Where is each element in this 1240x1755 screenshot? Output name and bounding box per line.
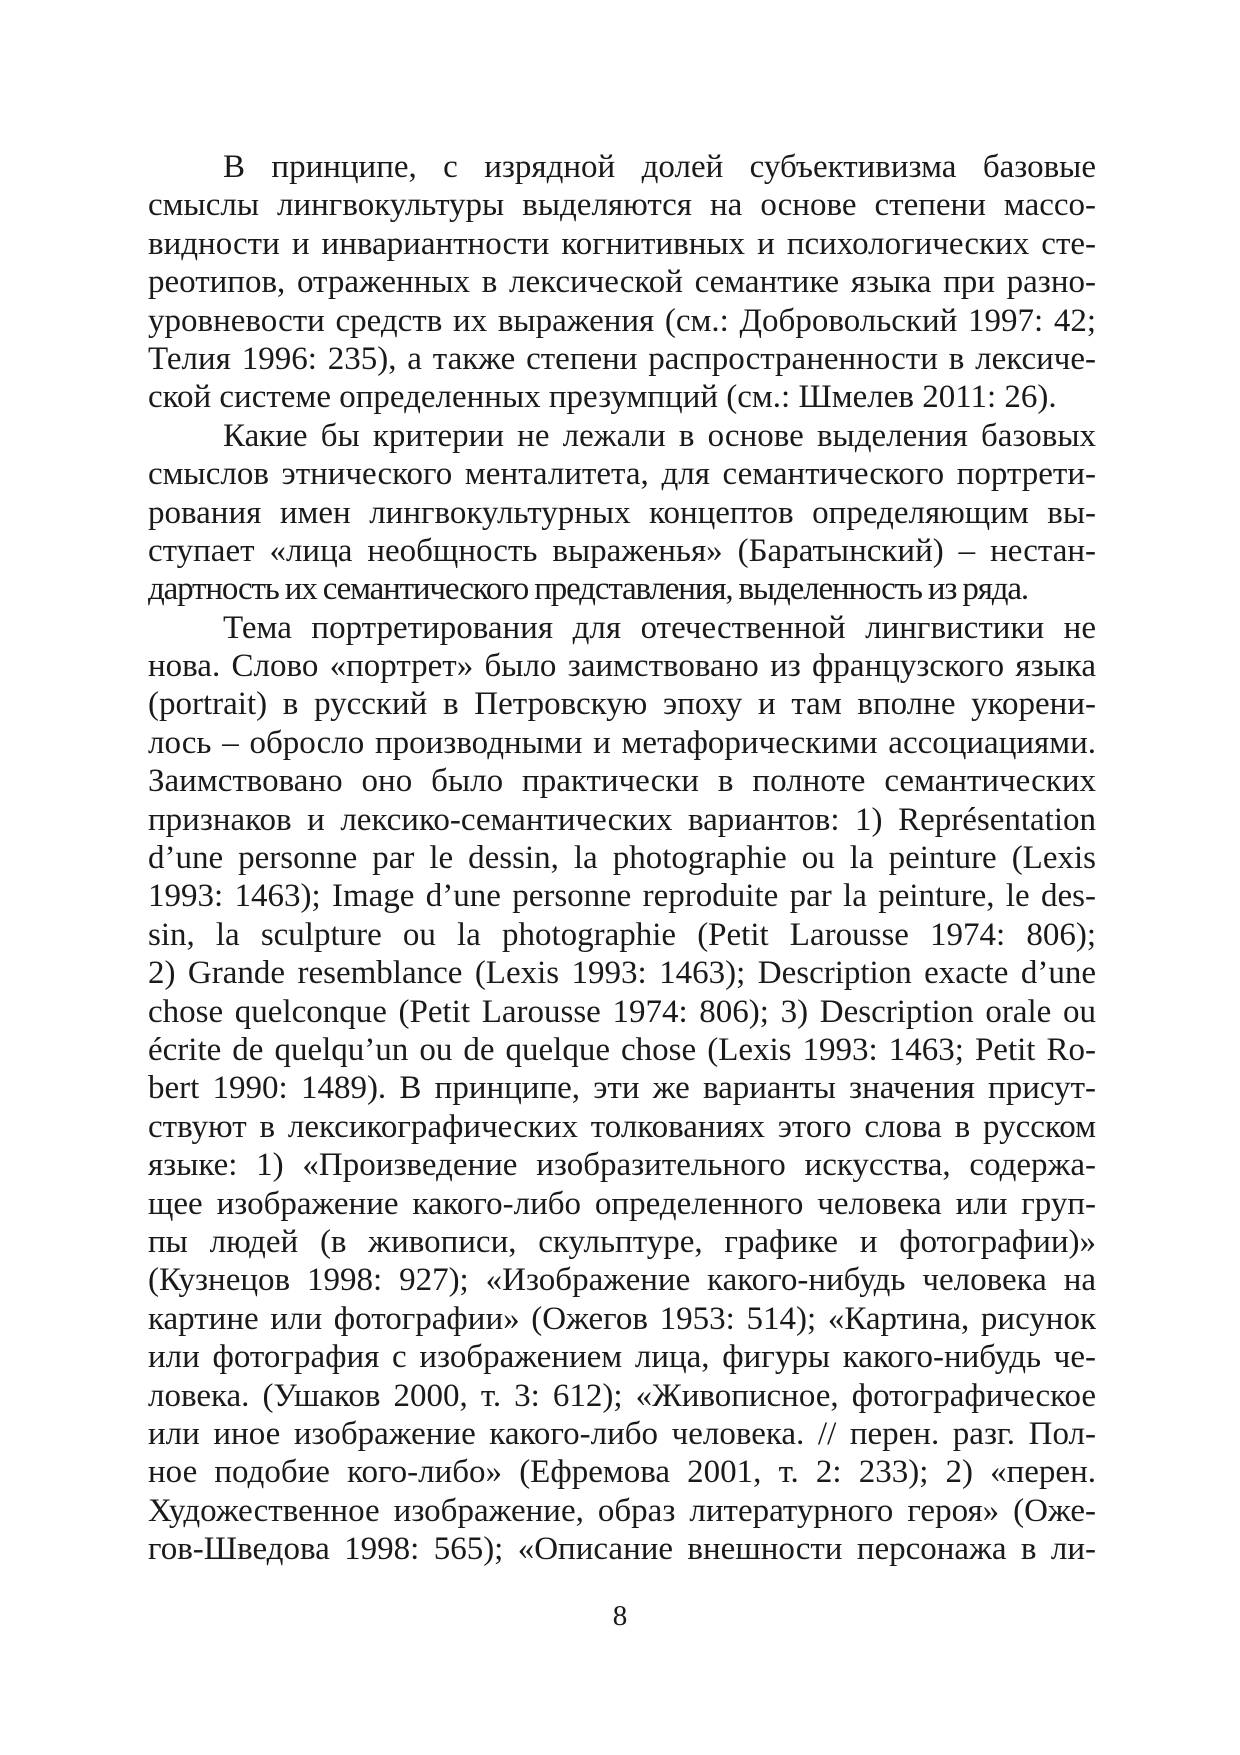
text-line: дартность их семантического представления, выделенность из ряда. [148,571,1029,608]
text-line: chose quelconque (Petit Larousse 1974: 806); 3) Description orale ou [148,993,1096,1030]
text-line: или иное изображение какого-либо человека. // перен. разг. Пол- [148,1415,1096,1452]
text-line: ствуют в лексикографических толкованиях этого слова в русском [148,1108,1096,1145]
text-line: 1993: 1463); Image d’une personne reproduite par la peinture, le des- [148,878,1096,915]
text-line: (portrait) в русский в Петровскую эпоху и там вполне укорени- [148,686,1096,723]
text-line: или фотография с изображением лица, фигуры какого-нибудь че- [148,1339,1096,1376]
text-line: В принципе, с изрядной долей субъективизма базовые [223,149,1096,185]
text-line: écrite de quelqu’un ou de quelque chose (Lexis 1993: 1463; Petit Ro- [148,1031,1096,1068]
page-number: 8 [612,1600,628,1632]
text-line: картине или фотографии» (Ожегов 1953: 514); «Картина, рисунок [148,1300,1096,1337]
text-line: признаков и лексико-семантических вариантов: 1) Représentation [148,801,1096,838]
text-line: ловека. (Ушаков 2000, т. 3: 612); «Живописное, фотографическое [148,1377,1096,1414]
text-line: языке: 1) «Произведение изобразительного искусства, содержа- [148,1147,1096,1184]
text-line: sin, la sculpture ou la photographie (Petit Larousse 1974: 806); [148,916,1096,953]
text-line: 2) Grande resemblance (Lexis 1993: 1463); Description exacte d’une [148,955,1096,992]
text-line: щее изображение какого-либо определенного человека или груп- [148,1185,1096,1222]
body-text [148,148,1096,1568]
text-line: смыслов этнического менталитета, для семантического портрети- [148,456,1096,493]
text-line: гов-Шведова 1998: 565); «Описание внешности персонажа в ли- [148,1531,1096,1568]
text-line: ступает «лица необщность выраженья» (Баратынский) – нестан- [148,532,1096,569]
text-line: видности и инвариантности когнитивных и психологических сте- [148,225,1096,262]
text-line: bert 1990: 1489). В принципе, эти же варианты значения присут- [148,1070,1096,1107]
text-line: нова. Слово «портрет» было заимствовано из французского языка [148,648,1096,685]
text-line: Телия 1996: 235), а также степени распространенности в лексиче- [148,340,1096,377]
text-line: Художественное изображение, образ литературного героя» (Оже- [148,1492,1096,1529]
text-line: Какие бы критерии не лежали в основе выделения базовых [223,417,1096,454]
text-line: рования имен лингвокультурных концептов определяющим вы- [148,494,1096,531]
text-line: уровневости средств их выражения (см.: Добровольский 1997: 42; [148,302,1096,339]
text-line: ное подобие кого-либо» (Ефремова 2001, т. 2: 233); 2) «перен. [148,1454,1096,1491]
text-line: (Кузнецов 1998: 927); «Изображение какого-нибудь человека на [148,1262,1096,1299]
text-line: Заимствовано оно было практически в полноте семантических [148,763,1096,800]
text-line: пы людей (в живописи, скульптуре, графике и фотографии)» [148,1223,1096,1260]
text-line: d’une personne par le dessin, la photographie ou la peinture (Lexis [148,840,1096,877]
text-line: лось – обросло производными и метафорическими ассоциациями. [148,724,1096,761]
text-line: ской системе определенных презумпций (см.: Шмелев 2011: 26). [148,379,1057,416]
text-line: смыслы лингвокультуры выделяются на основе степени массо- [148,187,1096,224]
text-line: Тема портретирования для отечественной лингвистики не [223,609,1096,646]
text-line: реотипов, отраженных в лексической семантике языка при разно- [148,264,1096,301]
